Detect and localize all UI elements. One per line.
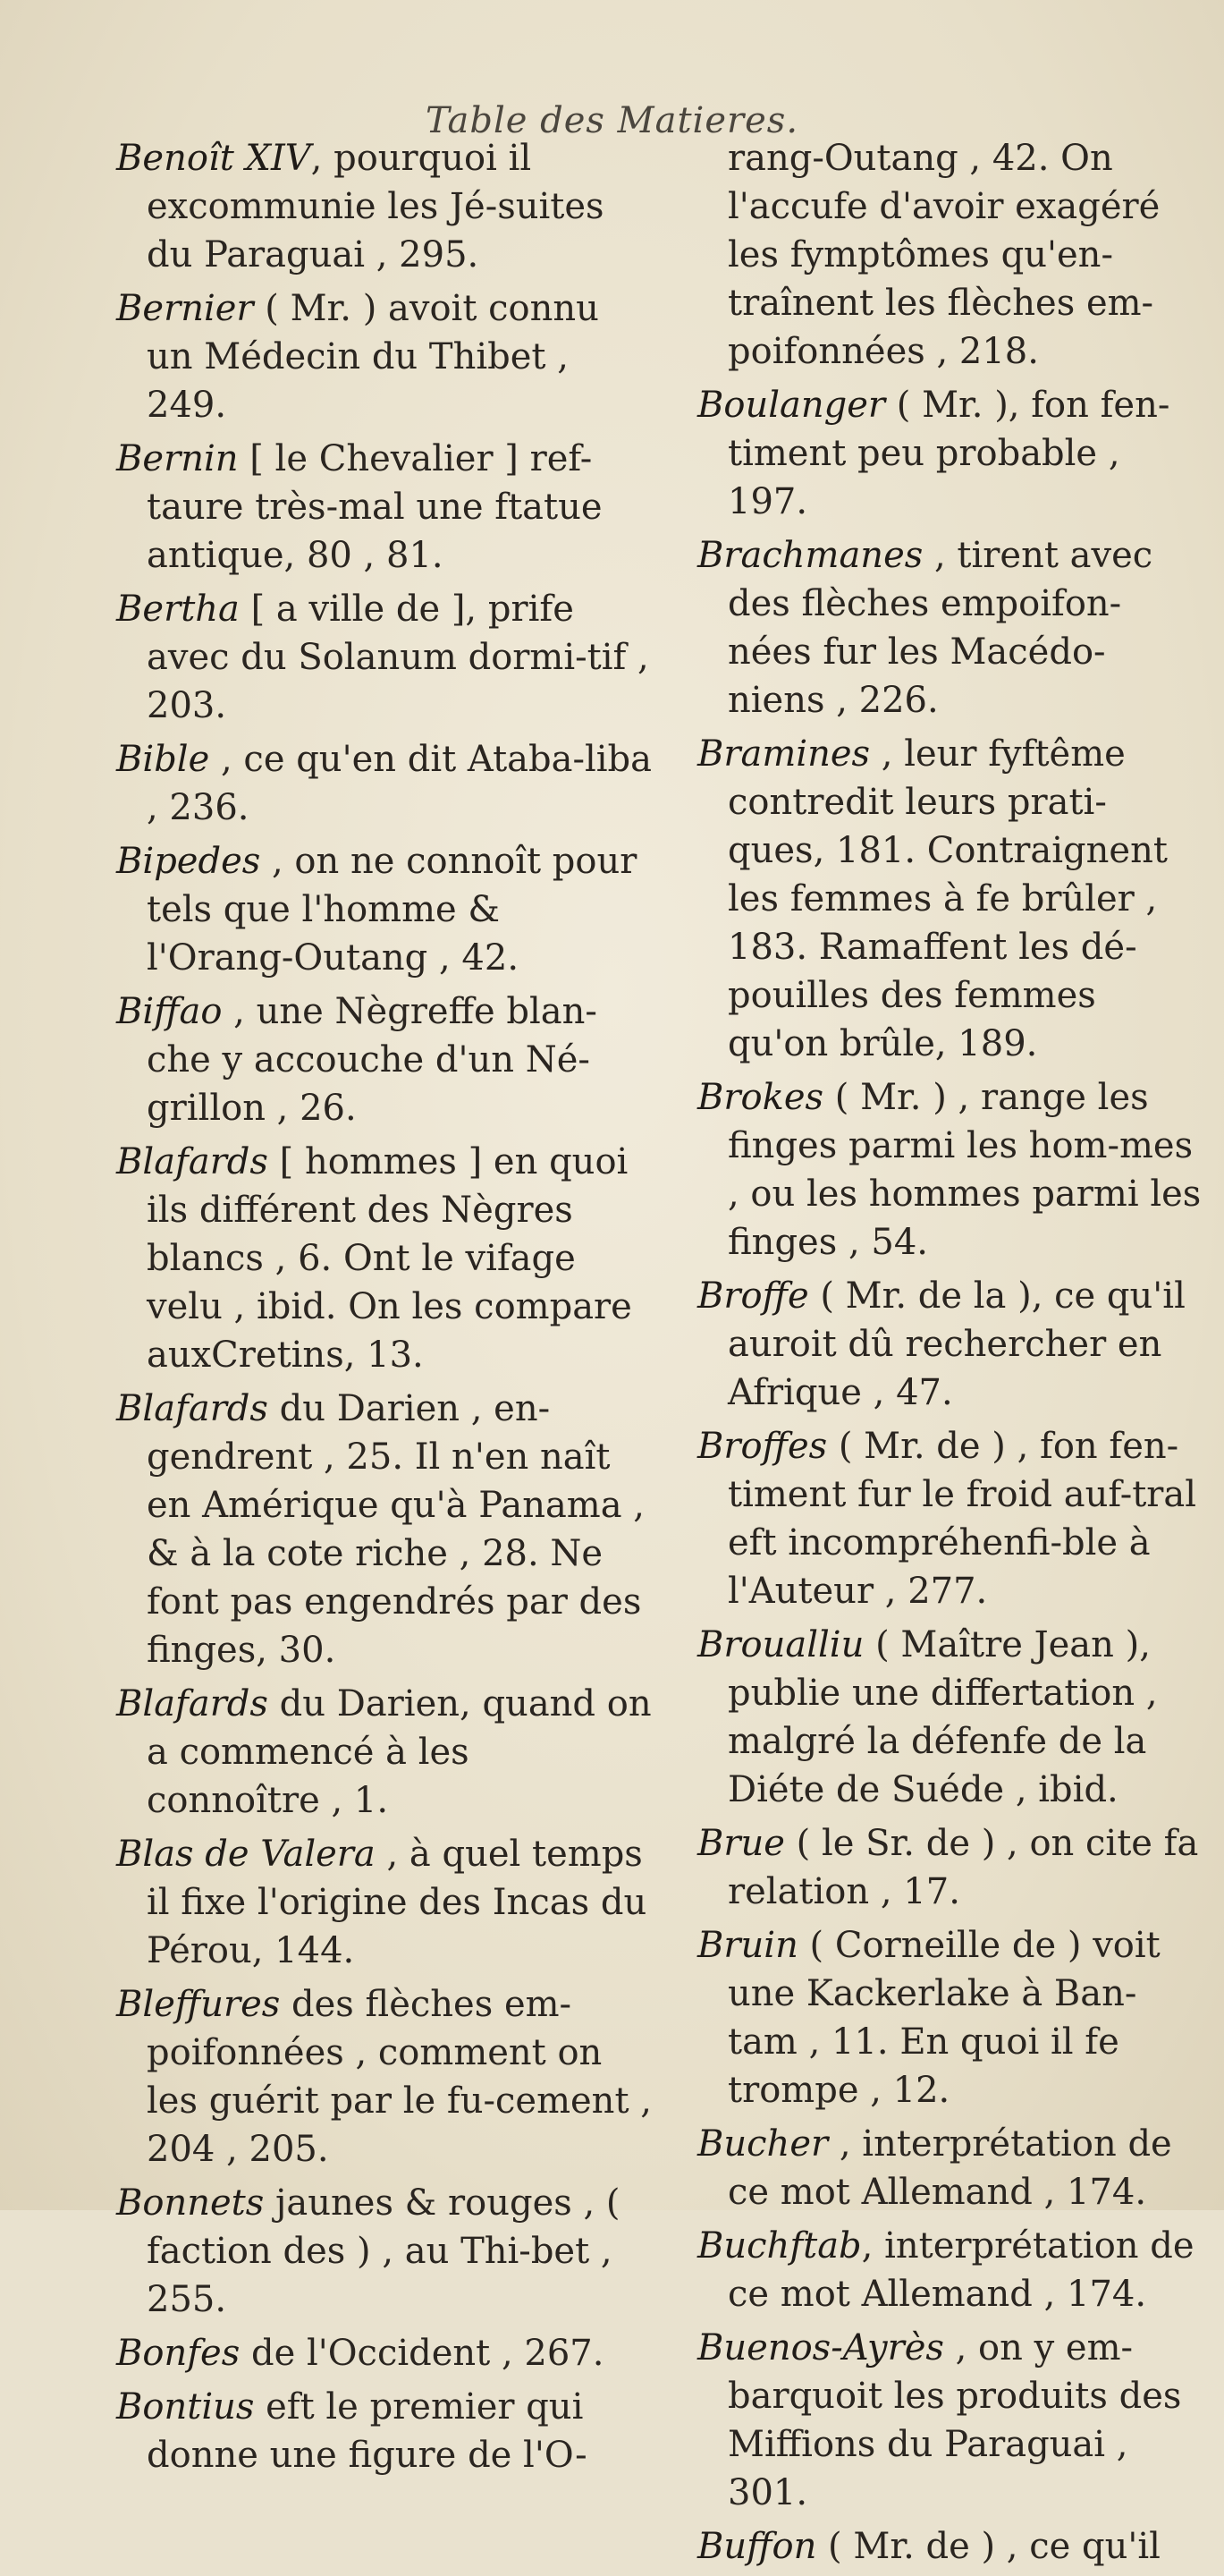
index-entry [116,2329,653,2377]
entry-headword: Bernier [116,288,254,329]
index-entry [116,1138,653,1379]
entry-headword: Bernin [116,438,239,479]
entry-text: [ le Chevalier ] ref-taure très-mal une ftatue antique, 80 , 81. [147,438,603,576]
entry-headword: Blafards [116,1683,268,1724]
entry-text: ( Corneille de ) voit une Kackerlake à Ban-tam , 11. En quoi il fe trompe , 12. [728,1925,1161,2111]
entry-text: jaunes & rouges , ( faction des ) , au Thi-bet , 255. [147,2182,620,2320]
entry-text: , on y em-barquoit les produits des Miffions du Paraguai , 301. [728,2327,1182,2513]
entry-text: , on ne connoît pour tels que l'homme & l'Orang-Outang , 42. [147,841,637,979]
entry-headword: Bontius [116,2386,255,2428]
entry-headword: Blas de Valera [116,1834,376,1875]
entry-text: des flèches em-poifonnées , comment on les guérit par le fu-cement , 204 , 205. [147,1984,652,2170]
entry-text: , à quel temps il fixe l'origine des Incas du Pérou, 144. [147,1834,647,1971]
entry-headword: Brue [697,1823,785,1864]
entry-headword: Buffon [697,2526,817,2567]
entry-text: ( Maître Jean ), publie une differtation , malgré la défenfe de la Diéte de Suéde , ibid. [728,1624,1158,1810]
entry-headword: Bruin [697,1925,798,1966]
entry-text: eft le premier qui donne une figure de l'O- [147,2386,587,2476]
left-column [116,134,653,2485]
index-entry [697,1819,1203,1916]
entry-headword: Bleffures [116,1984,281,2025]
entry-text: de l'Occident , 267. [240,2333,604,2374]
entry-headword: Blafards [116,1141,268,1182]
entry-text: rang-Outang , 42. On l'accufe d'avoir exagéré les fymptômes qu'en-traînent les flèches em-poifonnées , 218. [728,138,1161,372]
entry-text: ( Mr. ) , range les finges parmi les hom-mes , ou les hommes parmi les finges , 54. [728,1077,1202,1263]
entry-text: ( Mr. ) avoit connu un Médecin du Thibet , 249. [147,288,599,426]
index-entry [697,1073,1203,1267]
entry-text: , une Nègreffe blan-che y accouche d'un Né-grillon , 26. [147,991,597,1129]
entry-text: ( Mr. de ) , ce qu'il [816,2526,1161,2567]
entry-headword: Bonfes [116,2333,241,2374]
index-entry [116,435,653,580]
index-entry [116,2179,653,2324]
entry-headword: Benoît XIV [116,138,311,179]
index-entry [697,2324,1203,2517]
index-entry [116,1830,653,1975]
index-entry [697,1921,1203,2114]
index-entry [116,1980,653,2174]
index-entry [116,2383,653,2479]
index-entry [116,735,653,832]
index-entry [697,531,1203,724]
entry-text: ( Mr. de la ), ce qu'il auroit dû rechercher en Afrique , 47. [728,1275,1186,1413]
entry-headword: Bramines [697,733,871,775]
entry-headword: Brokes [697,1077,824,1118]
entry-headword: Buchftab [697,2225,862,2267]
entry-text: du Darien , en-gendrent , 25. Il n'en naît en Amérique qu'à Panama , & à la cote riche , 28. Ne font pas engendrés par des finges, 30. [147,1388,646,1671]
index-entry [116,1680,653,1825]
entry-text: [ a ville de ], prife avec du Solanum dormi-tif , 203. [147,589,649,726]
entry-text: ( le Sr. de ) , on cite fa relation , 17. [728,1823,1199,1912]
entry-text: , tirent avec des flèches empoifon-nées fur les Macédo-niens , 226. [728,535,1153,721]
index-entry [697,1272,1203,1417]
index-entry [697,381,1203,526]
index-entry [697,730,1203,1068]
entry-headword: Broualliu [697,1624,865,1665]
page-header: Table des Matieres. [425,100,799,141]
entry-headword: Bucher [697,2123,829,2165]
entry-text: , leur fyftême contredit leurs prati-ques, 181. Contraignent les femmes à fe brûler , 183. Ramaffent les dé-pouilles des femmes qu'on brûle, 189. [728,733,1168,1064]
entry-headword: Boulanger [697,385,886,426]
entry-headword: Bonnets [116,2182,265,2224]
index-entry [116,284,653,429]
entry-headword: Blafards [116,1388,268,1429]
index-entry [697,2522,1203,2571]
entry-text: , interprétation de ce mot Allemand , 174. [728,2225,1194,2315]
entry-text: , pourquoi il excommunie les Jé-suites du Paraguai , 295. [147,138,604,275]
index-entry [116,987,653,1132]
entry-text: du Darien, quand on a commencé à les connoître , 1. [147,1683,652,1821]
entry-headword: Bertha [116,589,240,630]
entry-text: ( Mr. de ) , fon fen-timent fur le froid auf-tral eft incompréhenfi-ble à l'Auteur , 277. [728,1426,1197,1612]
index-entry [697,134,1203,376]
index-entry [116,837,653,982]
entry-headword: Bipedes [116,841,261,882]
entry-headword: Biffao [116,991,223,1032]
entry-text: , ce qu'en dit Ataba-liba , 236. [147,739,653,828]
index-entry [697,1422,1203,1615]
index-entry [116,1385,653,1674]
entry-headword: Broffes [697,1426,828,1467]
entry-text: ( Mr. ), fon fen-timent peu probable , 197. [728,385,1170,522]
index-entry [116,134,653,279]
index-entry [116,585,653,730]
index-entry [697,2120,1203,2216]
entry-headword: Buenos-Ayrès [697,2327,944,2368]
index-entry [697,1621,1203,1814]
entry-headword: Bible [116,739,210,780]
entry-headword: Broffe [697,1275,809,1317]
entry-text: , interprétation de ce mot Allemand , 174. [728,2123,1172,2213]
entry-text: [ hommes ] en quoi ils différent des Nègres blancs , 6. Ont le vifage velu , ibid. On les compare auxCretins, 13. [147,1141,632,1376]
entry-headword: Brachmanes [697,535,924,576]
index-entry [697,2222,1203,2318]
